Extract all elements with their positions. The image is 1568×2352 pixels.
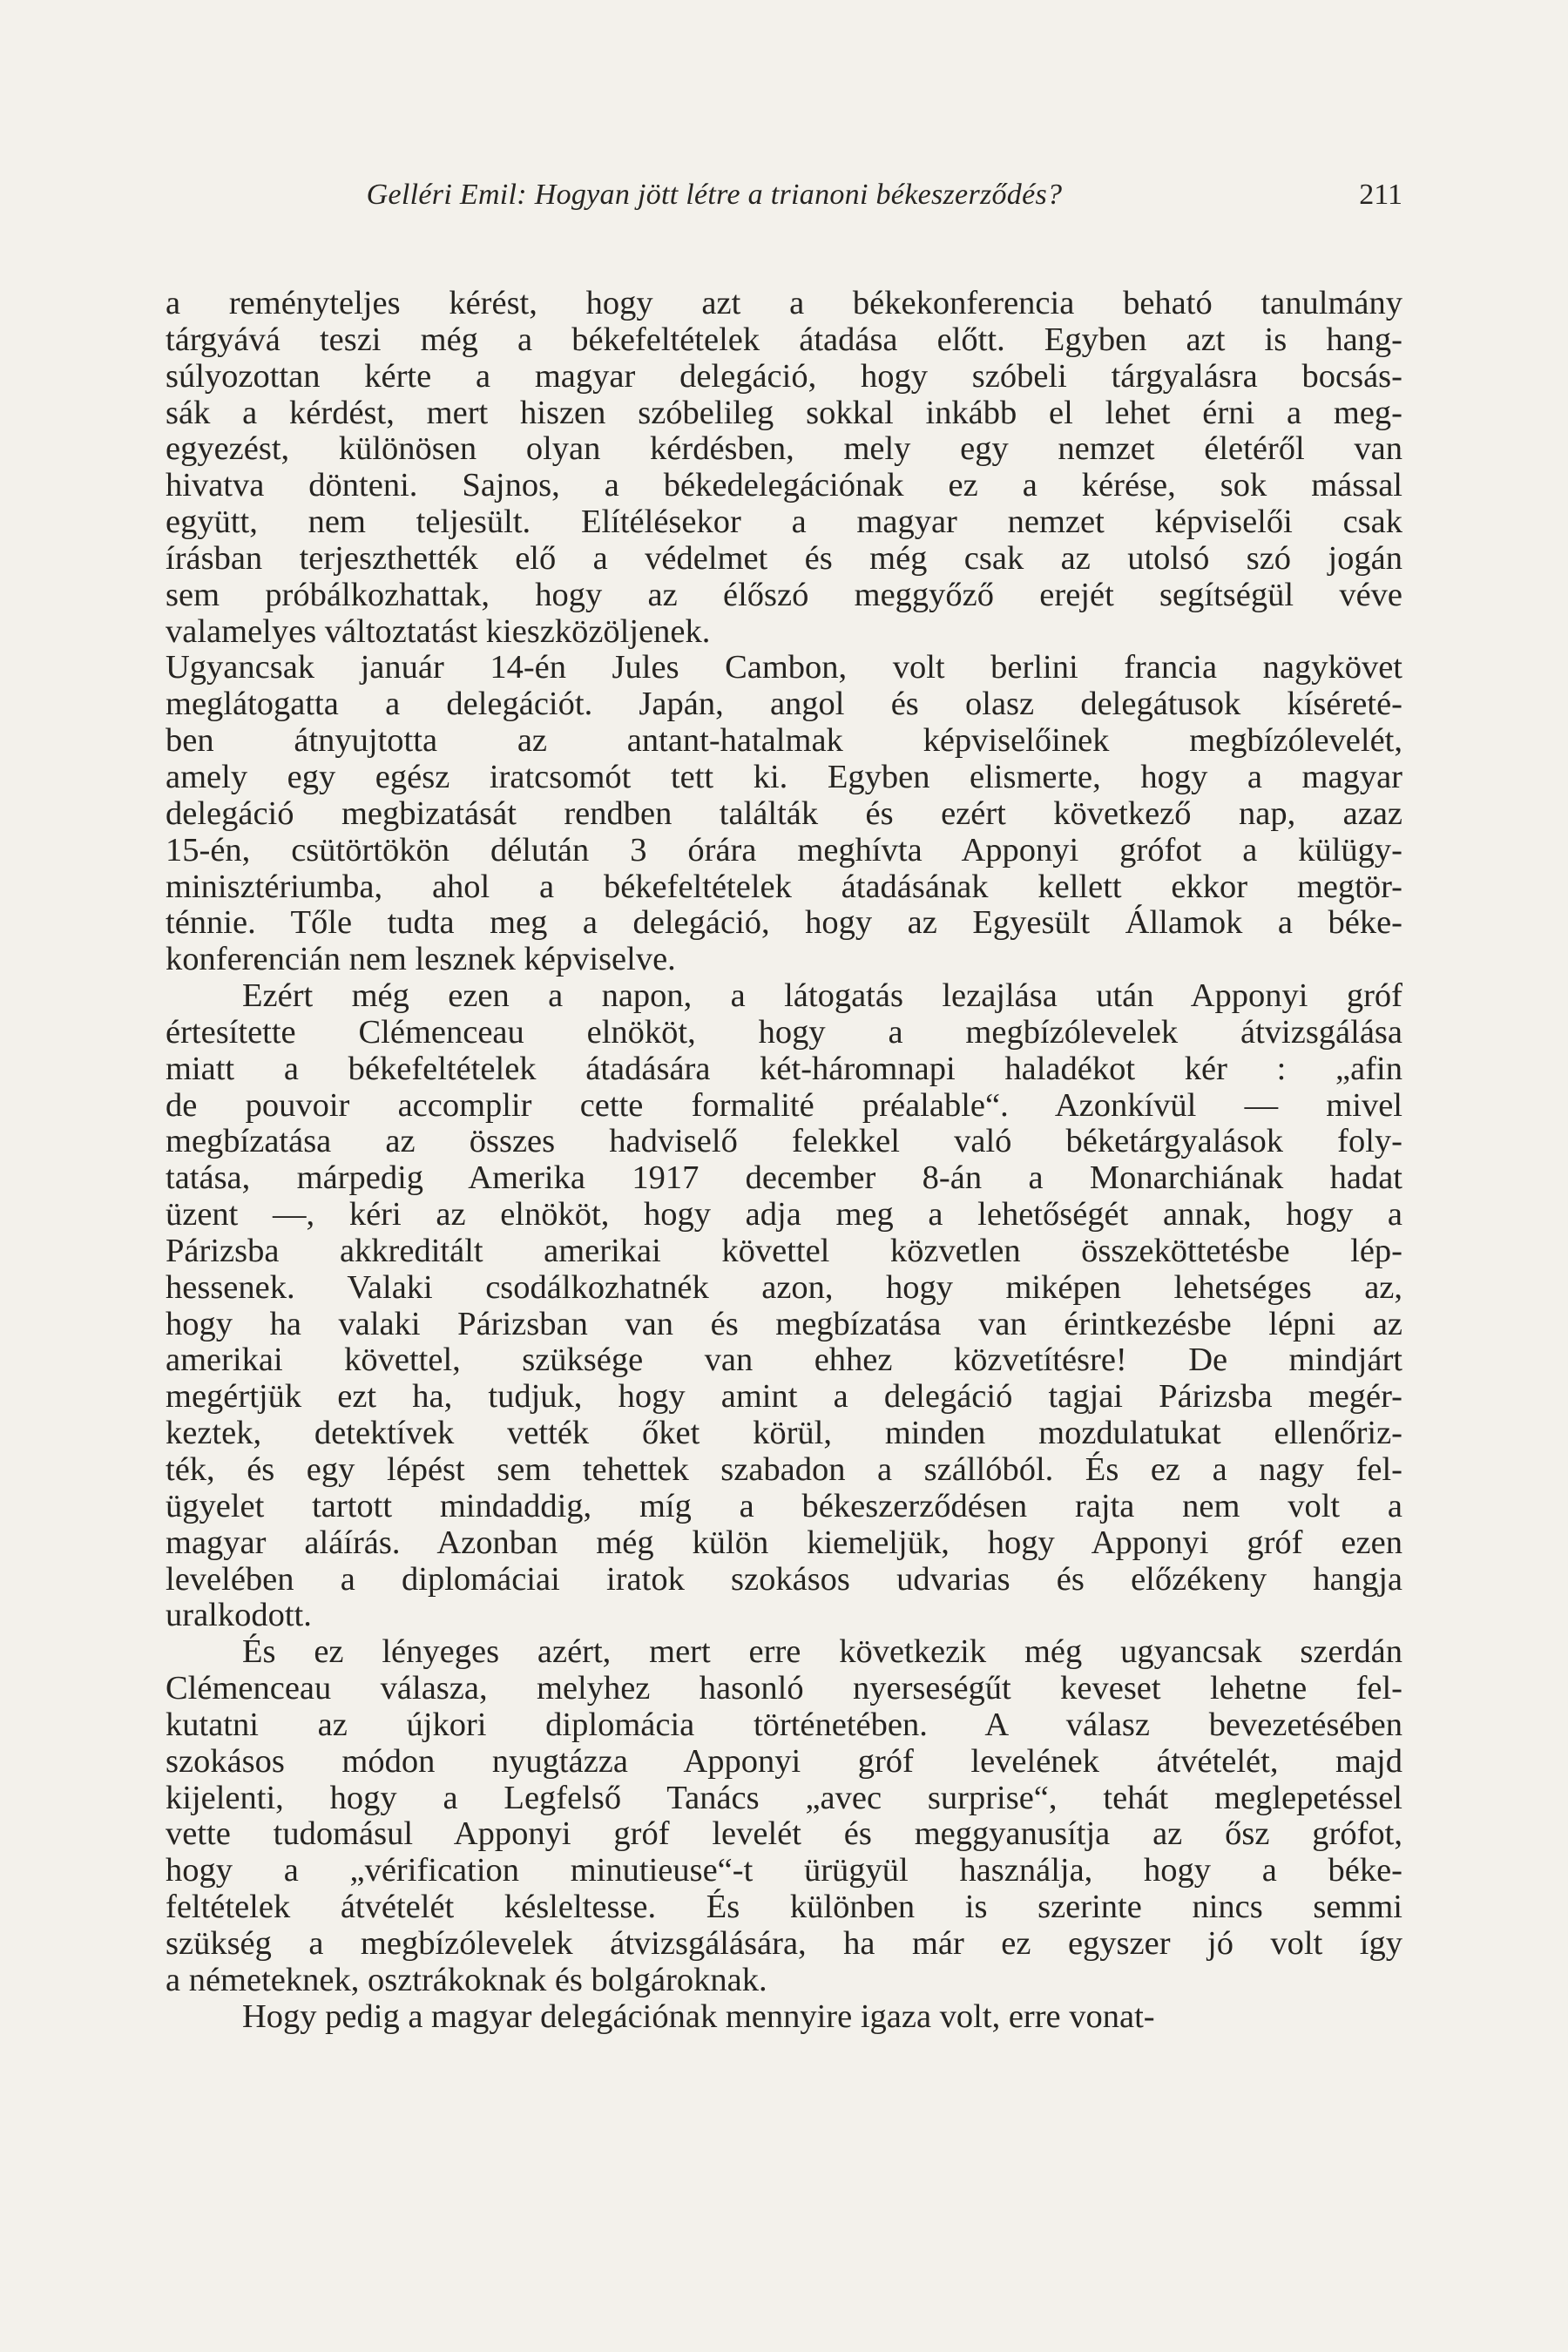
text-line: együtt, nem teljesült. Elítélésekor a magyar nemzet képviselői csak: [166, 504, 1402, 541]
text-line: delegáció megbizatását rendben találták és ezért következő nap, azaz: [166, 794, 1402, 832]
text-line: Ezért még ezen a napon, a látogatás lezajlása után Apponyi gróf: [242, 977, 1402, 1015]
text-line: keztek, detektívek vették őket körül, minden mozdulatukat ellenőriz-: [166, 1415, 1402, 1452]
text-line: És ez lényeges azért, mert erre következik még ugyancsak szerdán: [242, 1633, 1402, 1671]
text-line: sák a kérdést, mert hiszen szóbelileg sokkal inkább el lehet érni a meg-: [166, 394, 1402, 431]
text-line: tárgyává teszi még a békefeltételek átadása előtt. Egyben azt is hang-: [166, 321, 1402, 358]
paragraph: [166, 286, 1402, 650]
text-line: kutatni az újkori diplomácia történetében. A válasz bevezetésében: [166, 1706, 1402, 1743]
text-line: súlyozottan kérte a magyar delegáció, hogy szóbeli tárgyalásra bocsás-: [166, 357, 1402, 395]
text-line: szükség a megbízólevelek átvizsgálására, ha már ez egyszer jó volt így: [166, 1924, 1402, 1962]
text-line: de pouvoir accomplir cette formalité préalable“. Azonkívül — mivel: [166, 1086, 1402, 1124]
paragraph: [166, 978, 1402, 1634]
text-line: hogy a „vérification minutieuse“-t ürügyül használja, hogy a béke-: [166, 1852, 1402, 1889]
text-line: kijelenti, hogy a Legfelső Tanács „avec surprise“, tehát meglepetéssel: [166, 1779, 1402, 1816]
text-line: Ugyancsak január 14-én Jules Cambon, volt berlini francia nagykövet: [166, 649, 1402, 686]
text-line: egyezést, különösen olyan kérdésben, mely egy nemzet életéről van: [166, 430, 1402, 468]
text-line: üzent —, kéri az elnököt, hogy adja meg a lehetőségét annak, hogy a: [166, 1196, 1402, 1233]
paragraph: [166, 650, 1402, 978]
text-line: uralkodott.: [166, 1597, 312, 1634]
text-line: Hogy pedig a magyar delegációnak mennyire igaza volt, erre vonat-: [242, 1997, 1155, 2035]
text-line: vette tudomásul Apponyi gróf levelét és meggyanusítja az ősz grófot,: [166, 1815, 1402, 1853]
text-line: tatása, márpedig Amerika 1917 december 8-án a Monarchiának hadat: [166, 1159, 1402, 1197]
running-head: [166, 172, 1402, 218]
text-line: hessenek. Valaki csodálkozhatnék azon, hogy miképen lehetséges az,: [166, 1268, 1402, 1306]
text-line: a németeknek, osztrákoknak és bolgároknak.: [166, 1961, 767, 1998]
text-line: ték, és egy lépést sem tehettek szabadon a szállóból. És ez a nagy fel-: [166, 1451, 1402, 1488]
paragraph: [166, 1999, 1402, 2036]
text-line: megértjük ezt ha, tudjuk, hogy amint a delegáció tagjai Párizsba megér-: [166, 1378, 1402, 1416]
text-line: értesítette Clémenceau elnököt, hogy a megbízólevelek átvizsgálása: [166, 1013, 1402, 1051]
paragraph: [166, 1634, 1402, 1998]
text-line: hivatva dönteni. Sajnos, a békedelegációnak ez a kérése, sok mással: [166, 467, 1402, 504]
text-line: megbízatása az összes hadviselő felekkel való béketárgyalások foly-: [166, 1123, 1402, 1160]
text-line: meglátogatta a delegációt. Japán, angol és olasz delegátusok kíséreté-: [166, 686, 1402, 723]
text-line: minisztériumba, ahol a békefeltételek átadásának kellett ekkor megtör-: [166, 868, 1402, 905]
text-line: 15-én, csütörtökön délután 3 órára meghívta Apponyi grófot a külügy-: [166, 831, 1402, 868]
text-line: valamelyes változtatást kieszközöljenek.: [166, 612, 711, 650]
text-line: ügyelet tartott mindaddig, míg a békeszerződésen rajta nem volt a: [166, 1487, 1402, 1524]
text-line: amerikai követtel, szüksége van ehhez közvetítésre! De mindjárt: [166, 1342, 1402, 1379]
text-line: Clémenceau válasza, melyhez hasonló nyerseségűt keveset lehetne fel-: [166, 1670, 1402, 1707]
text-line: Párizsba akkreditált amerikai követtel közvetlen összeköttetésbe lép-: [166, 1232, 1402, 1269]
text-line: hogy ha valaki Párizsban van és megbízatása van érintkezésbe lépni az: [166, 1305, 1402, 1342]
text-line: magyar aláírás. Azonban még külön kiemeljük, hogy Apponyi gróf ezen: [166, 1524, 1402, 1561]
text-line: konferencián nem lesznek képviselve.: [166, 941, 676, 978]
text-line: szokásos módon nyugtázza Apponyi gróf levelének átvételét, majd: [166, 1742, 1402, 1780]
text-line: írásban terjeszthették elő a védelmet és még csak az utolsó szó jogán: [166, 539, 1402, 577]
text-line: miatt a békefeltételek átadására két-háromnapi haladékot kér : „afin: [166, 1050, 1402, 1087]
text-line: ben átnyujtotta az antant-hatalmak képviselőinek megbízólevelét,: [166, 722, 1402, 760]
text-line: feltételek átvételét késleltesse. És különben is szerinte nincs semmi: [166, 1889, 1402, 1926]
body-text: [166, 286, 1402, 2036]
running-title: Gelléri Emil: Hogyan jött létre a trianoni békeszerződés?: [366, 179, 1063, 211]
text-line: sem próbálkozhattak, hogy az élőszó meggyőző erejét segítségül véve: [166, 576, 1402, 613]
text-line: levelében a diplomáciai iratok szokásos udvarias és előzékeny hangja: [166, 1560, 1402, 1598]
text-line: ténnie. Tőle tudta meg a delegáció, hogy az Egyesült Államok a béke-: [166, 904, 1402, 942]
page-number: 211: [1359, 179, 1402, 211]
text-line: a reményteljes kérést, hogy azt a békekonferencia beható tanulmány: [166, 285, 1402, 321]
text-line: amely egy egész iratcsomót tett ki. Egyben elismerte, hogy a magyar: [166, 758, 1402, 795]
